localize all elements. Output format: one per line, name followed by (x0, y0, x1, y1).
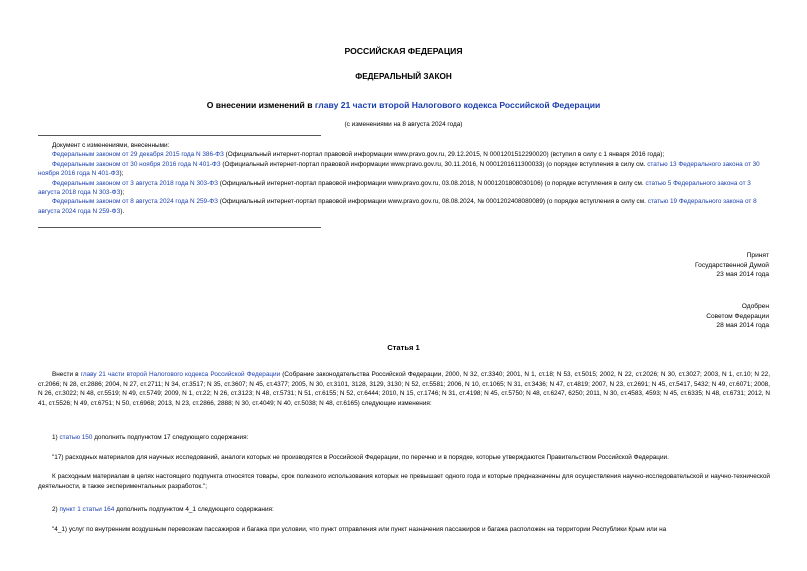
changes-block (38, 141, 770, 216)
change-item-link[interactable]: Федеральным законом от 30 ноября 2016 года N 401-ФЗ (52, 160, 221, 168)
article-subpoint-17: "17) расходных материалов для научных исследований, аналоги которых не производятся в Российской Федерации, по перечню и в порядке, которые утверждаются Правительством Российской Федерации. (52, 454, 669, 461)
law-type-heading: ФЕДЕРАЛЬНЫЙ ЗАКОН (355, 72, 452, 81)
bottom-divider (38, 227, 321, 228)
top-divider (38, 135, 321, 136)
article-title: Статья 1 (387, 343, 420, 352)
law-title-prefix: О внесении изменений в (206, 100, 315, 110)
law-subtitle: (с изменениями на 8 августа 2024 года) (344, 121, 463, 128)
approved-block: Одобрен Советом Федерации 28 мая 2014 года (706, 303, 769, 330)
changes-intro: Документ с изменениями, внесенными: (52, 142, 170, 149)
article-point-1: 1) статью 150 дополнить подпунктом 17 следующего содержания: (52, 434, 249, 441)
law-title-link[interactable]: главу 21 части второй Налогового кодекса Российской Федерации (314, 100, 601, 110)
change-item-article-link[interactable]: статью 19 Федерального закона от 8 августа 2024 года N 259-ФЗ (38, 198, 757, 215)
federation-heading: РОССИЙСКАЯ ФЕДЕРАЦИЯ (344, 46, 463, 56)
change-item-link[interactable]: Федеральным законом от 3 августа 2018 года N 303-ФЗ (52, 179, 218, 187)
change-item: Федеральным законом от 3 августа 2018 года N 303-ФЗ (Официальный интернет-портал правовой информации www.pravo.gov.ru, 03.08.2018, N 0001201808030106) (о порядке вступления в силу см. статью 5 Федерального закона от 3 августа 2018 года N 303-ФЗ); (38, 179, 751, 197)
article-150-link[interactable]: статью 150 (59, 434, 93, 441)
change-item-link[interactable]: Федеральным законом от 29 декабря 2015 года N 386-ФЗ (52, 151, 224, 159)
law-title (0, 100, 807, 110)
article-intro: Внести в главу 21 части второй Налогового кодекса Российской Федерации (Собрание законодательства Российской Федерации, 2000, N 32, ст.3340; 2001, N 1, ст.18; N 53, ст.5015; 2002, N 22, ст.2026; N 30, ст.3027; 2003, N 1, ст.10; N 22, ст.2066; N 28, ст.2886; 2004, N 27, ст.2711; N 34, ст.3517; N 35, ст.3607; N 45, ст.4377; 2005, N 30, ст.3101, 3128, 3129, 3130; N 52, ст.5581; 2006, N 10, ст.1065; N 31, ст.3436; N 47, ст.4819; 2007, N 23, ст.2691; N 45, ст.5417, 5432; N 49, ст.6071; 2008, N 26, ст.3022; N 48, ст.5519; N 49, ст.5749; 2009, N 1, ст.22; N 26, ст.3123; N 48, ст.5731; N 51, ст.6155; N 52, ст.6444; 2010, N 15, ст.1746; N 31, ст.4198; N 45, ст.5750; N 48, ст.6247, 6250; 2011, N 30, ст.4583, 4593; N 45, ст.6335; N 48, ст.6731; 2012, N 41, ст.5526; N 49, ст.6751; N 50, ст.6968; 2013, N 23, ст.2866, 2888; N 30, ст.4049; N 40, ст.5038; N 48, ст.6165) следующие изменения: (38, 371, 770, 407)
change-item-article-link[interactable]: статью 13 Федерального закона от 30 ноября 2016 года N 401-ФЗ (38, 160, 760, 178)
change-item: Федеральным законом от 8 августа 2024 года N 259-ФЗ (Официальный интернет-портал правовой информации www.pravo.gov.ru, 08.08.2024, № 0001202408080089) (о порядке вступления в силу см. статью 19 Федерального закона от 8 августа 2024 года N 259-ФЗ). (38, 198, 757, 215)
article-point-2: 2) пункт 1 статьи 164 дополнить подпунктом 4_1 следующего содержания: (52, 506, 274, 513)
article-164-link[interactable]: пункт 1 статьи 164 (59, 506, 115, 513)
article-subpoint-17-note: К расходным материалам в целях настоящего подпункта относятся товары, срок полезного использования которых не превышает одного года и которые предназначены для осуществления научно-исследовательской и научно-технической деятельности, в также экспериментальных разработок."; (38, 473, 770, 490)
change-item-article-link[interactable]: статью 5 Федерального закона от 3 августа 2018 года N 303-ФЗ (38, 179, 751, 197)
adopted-block: Принят Государственной Думой 23 мая 2014 года (695, 252, 769, 279)
change-item: Федеральным законом от 29 декабря 2015 года N 386-ФЗ (Официальный интернет-портал правовой информации www.pravo.gov.ru, 29.12.2015, N 0001201512290020) (вступил в силу с 1 января 2016 года); (52, 151, 665, 159)
change-item-link[interactable]: Федеральным законом от 8 августа 2024 года N 259-ФЗ (52, 198, 218, 206)
article-intro-link[interactable]: главу 21 части второй Налогового кодекса Российской Федерации (80, 371, 281, 378)
change-item: Федеральным законом от 30 ноября 2016 года N 401-ФЗ (Официальный интернет-портал правовой информации www.pravo.gov.ru, 30.11.2016, N 0001201611300033) (о порядке вступления в силу см. статью 13 Федерального закона от 30 ноября 2016 года N 401-ФЗ); (38, 160, 760, 178)
article-subpoint-4-1: "4_1) услуг по внутренним воздушным перевозкам пассажиров и багажа при условии, что пункт отправления или пункт назначения пассажиров и багажа расположен на территории Республики Крым или на (52, 526, 667, 533)
